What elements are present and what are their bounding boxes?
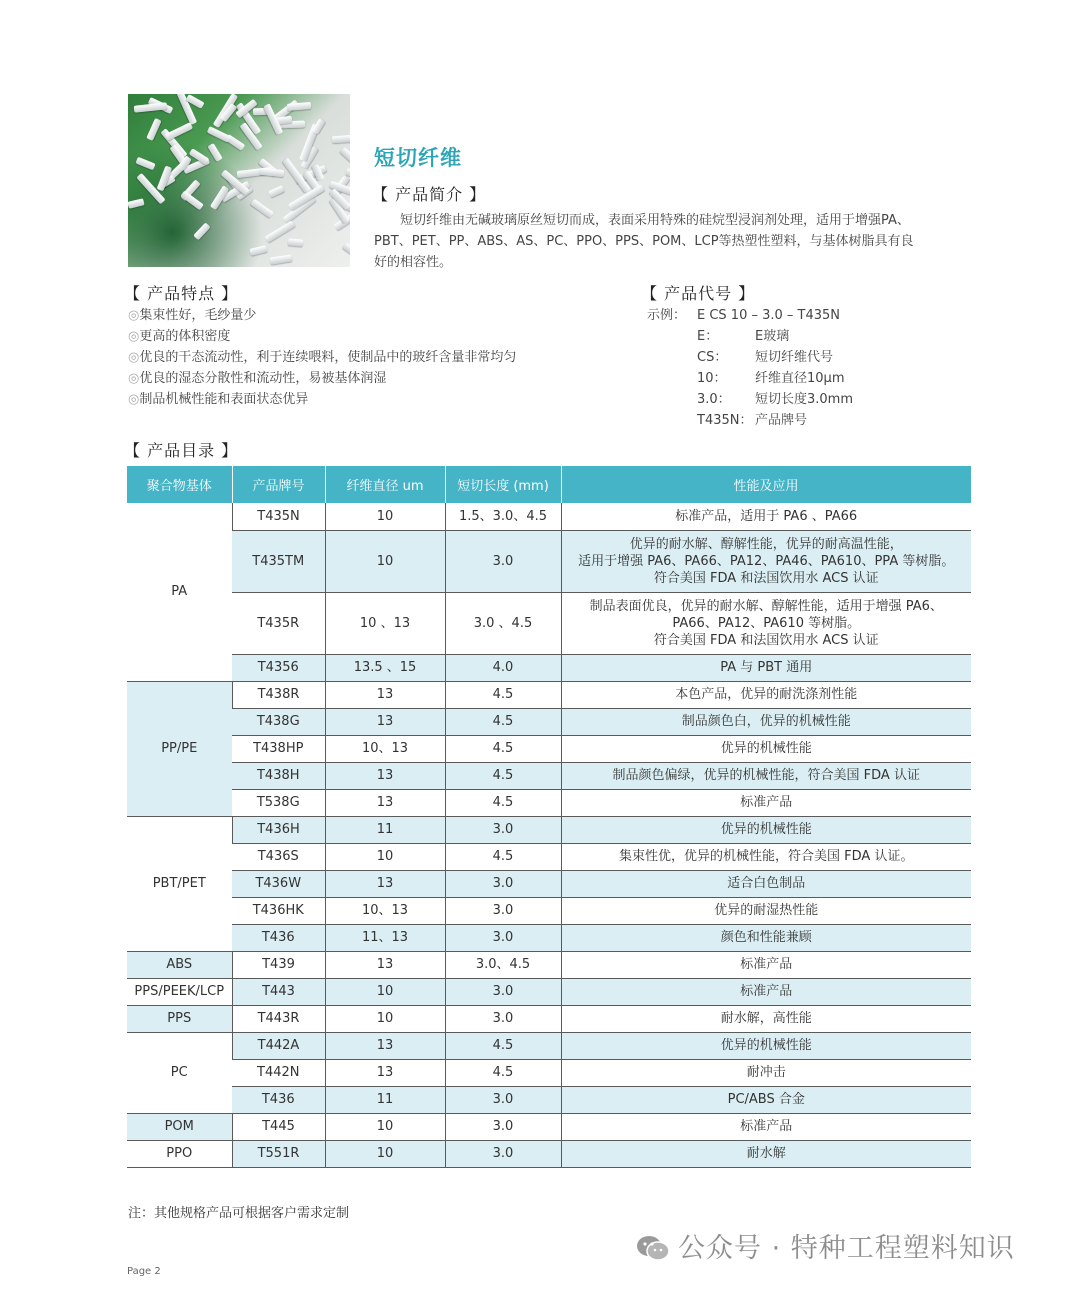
table-row: [127, 503, 971, 530]
bullet-icon: ◎: [128, 329, 140, 344]
grade-cell: T435R: [232, 592, 325, 654]
grade-cell: T442N: [232, 1059, 325, 1086]
application-cell: 优异的耐水解、醇解性能，优异的耐高温性能， 适用于增强 PA6、PA66、PA12、PA46、PA610、PPA 等树脂。 符合美国 FDA 和法国饮用水 ACS 认证: [561, 530, 971, 592]
bullet-icon: ◎: [128, 392, 140, 407]
product-catalog-table: [127, 466, 972, 1168]
diameter-cell: 10、13: [325, 735, 445, 762]
length-cell: 3.0: [445, 870, 561, 897]
grade-cell: T538G: [232, 789, 325, 816]
code-part-value: 产品牌号: [755, 413, 808, 428]
diameter-cell: 11、13: [325, 924, 445, 951]
grade-cell: T443R: [232, 1005, 325, 1032]
bullet-icon: ◎: [128, 308, 140, 323]
fiber-strand: [207, 142, 222, 161]
diameter-cell: 10、13: [325, 897, 445, 924]
product-title: 短切纤维: [374, 146, 462, 170]
table-row: [127, 843, 971, 870]
polymer-cell: PC: [127, 1032, 232, 1113]
table-row: [127, 789, 971, 816]
application-cell: 标准产品: [561, 978, 971, 1005]
fiber-strand: [146, 118, 161, 141]
length-cell: 3.0: [445, 978, 561, 1005]
polymer-cell: ABS: [127, 951, 232, 978]
fiber-strand: [193, 223, 210, 241]
feature-item: [128, 347, 516, 368]
table-row: [127, 924, 971, 951]
table-row: [127, 1005, 971, 1032]
watermark-text: 公众号 · 特种工程塑料知识: [678, 1233, 1015, 1264]
chopped-fiber-photo: [128, 94, 350, 267]
application-cell: 标准产品，适用于 PA6 、PA66: [561, 503, 971, 530]
code-part-key: E：: [697, 329, 719, 344]
grade-cell: T439: [232, 951, 325, 978]
bullet-icon: ◎: [128, 350, 140, 365]
application-cell: 颜色和性能兼顾: [561, 924, 971, 951]
application-cell: 制品颜色偏绿，优异的机械性能，符合美国 FDA 认证: [561, 762, 971, 789]
code-part-key: 10：: [697, 371, 727, 386]
length-cell: 4.5: [445, 843, 561, 870]
table-row: [127, 592, 971, 654]
length-cell: 3.0: [445, 1140, 561, 1167]
code-part-value: 纤维直径10μm: [755, 371, 845, 386]
intro-line: 好的相容性。: [374, 255, 453, 270]
length-cell: 3.0、4.5: [445, 951, 561, 978]
length-cell: 1.5、3.0、4.5: [445, 503, 561, 530]
diameter-cell: 10: [325, 978, 445, 1005]
table-row: [127, 1113, 971, 1140]
application-cell: 标准产品: [561, 951, 971, 978]
grade-cell: T442A: [232, 1032, 325, 1059]
grade-cell: T436H: [232, 816, 325, 843]
table-row: [127, 762, 971, 789]
fiber-strand: [287, 102, 311, 111]
feature-item: [128, 326, 516, 347]
polymer-cell: PA: [127, 503, 232, 681]
length-cell: 3.0: [445, 1086, 561, 1113]
grade-cell: T551R: [232, 1140, 325, 1167]
fiber-strand: [288, 238, 303, 246]
diameter-cell: 13: [325, 1059, 445, 1086]
length-cell: 4.5: [445, 789, 561, 816]
length-cell: 4.5: [445, 762, 561, 789]
feature-text: 更高的体积密度: [139, 329, 231, 344]
length-cell: 3.0: [445, 924, 561, 951]
diameter-cell: 13.5 、15: [325, 654, 445, 681]
table-row: [127, 951, 971, 978]
feature-text: 制品机械性能和表面状态优异: [139, 392, 309, 407]
grade-cell: T438H: [232, 762, 325, 789]
grade-cell: T436S: [232, 843, 325, 870]
table-row: [127, 681, 971, 708]
polymer-cell: PPS: [127, 1005, 232, 1032]
length-cell: 3.0: [445, 897, 561, 924]
polymer-cell: PP/PE: [127, 681, 232, 816]
application-cell: 优异的机械性能: [561, 735, 971, 762]
fiber-strand: [342, 242, 350, 267]
table-row: [127, 530, 971, 592]
application-cell: PA 与 PBT 通用: [561, 654, 971, 681]
fiber-strand: [270, 255, 293, 265]
code-part-value: E玻璃: [755, 329, 790, 344]
code-heading: 【 产品代号 】: [641, 284, 756, 303]
polymer-cell: PPO: [127, 1140, 232, 1167]
application-cell: 制品表面优良，优异的耐水解、醇解性能，适用于增强 PA6、 PA66、PA12、PA610 等树脂。 符合美国 FDA 和法国饮用水 ACS 认证: [561, 592, 971, 654]
application-cell: 耐水解: [561, 1140, 971, 1167]
table-row: [127, 1032, 971, 1059]
diameter-cell: 13: [325, 681, 445, 708]
fiber-strand: [165, 122, 193, 140]
diameter-cell: 11: [325, 816, 445, 843]
table-header-row: [127, 466, 971, 503]
code-part-value: 短切纤维代号: [755, 350, 834, 365]
polymer-cell: PPS/PEEK/LCP: [127, 978, 232, 1005]
length-cell: 3.0: [445, 530, 561, 592]
grade-cell: T436: [232, 924, 325, 951]
grade-cell: T443: [232, 978, 325, 1005]
diameter-cell: 10: [325, 843, 445, 870]
table-row: [127, 1086, 971, 1113]
diameter-cell: 13: [325, 762, 445, 789]
feature-text: 优良的干态流动性，利于连续喂料，使制品中的玻纤含量非常均匀: [139, 350, 517, 365]
application-cell: 适合白色制品: [561, 870, 971, 897]
fiber-strand: [134, 103, 168, 114]
page-number: Page 2: [127, 1266, 161, 1277]
feature-text: 集束性好，毛纱量少: [139, 308, 257, 323]
intro-line: PBT、PET、PP、ABS、AS、PC、PPO、PPS、POM、LCP等热塑性塑料，与基体树脂具有良: [374, 234, 914, 249]
diameter-cell: 13: [325, 870, 445, 897]
feature-text: 优良的湿态分散性和流动性，易被基体润湿: [139, 371, 387, 386]
table-row: [127, 978, 971, 1005]
length-cell: 4.5: [445, 708, 561, 735]
diameter-cell: 10: [325, 503, 445, 530]
table-row: [127, 816, 971, 843]
grade-cell: T438G: [232, 708, 325, 735]
bullet-icon: ◎: [128, 371, 140, 386]
fiber-strand: [332, 133, 350, 143]
diameter-cell: 10: [325, 1005, 445, 1032]
length-cell: 4.5: [445, 681, 561, 708]
application-cell: PC/ABS 合金: [561, 1086, 971, 1113]
watermark: [636, 1226, 1015, 1265]
wechat-icon: [636, 1235, 670, 1261]
col-header-grade: 产品牌号: [232, 466, 325, 503]
application-cell: 制品颜色白，优异的机械性能: [561, 708, 971, 735]
length-cell: 4.5: [445, 1032, 561, 1059]
fiber-strand: [128, 198, 145, 209]
table-row: [127, 735, 971, 762]
feature-item: [128, 368, 516, 389]
col-header-polymer: 聚合物基体: [127, 466, 232, 503]
length-cell: 4.5: [445, 1059, 561, 1086]
footnote: 注：其他规格产品可根据客户需求定制: [128, 1206, 350, 1221]
table-row: [127, 1059, 971, 1086]
features-list: [128, 305, 516, 410]
code-part-key: T435N：: [697, 413, 753, 428]
length-cell: 4.5: [445, 735, 561, 762]
table-row: [127, 654, 971, 681]
diameter-cell: 11: [325, 1086, 445, 1113]
table-row: [127, 897, 971, 924]
diameter-cell: 10: [325, 1113, 445, 1140]
product-intro: [374, 210, 974, 273]
application-cell: 耐水解，高性能: [561, 1005, 971, 1032]
grade-cell: T438R: [232, 681, 325, 708]
example-value: E CS 10 – 3.0 – T435N: [697, 308, 841, 323]
polymer-cell: POM: [127, 1113, 232, 1140]
grade-cell: T436: [232, 1086, 325, 1113]
grade-cell: T435N: [232, 503, 325, 530]
feature-item: [128, 389, 516, 410]
application-cell: 集束性优，优异的机械性能，符合美国 FDA 认证。: [561, 843, 971, 870]
application-cell: 优异的机械性能: [561, 816, 971, 843]
application-cell: 标准产品: [561, 789, 971, 816]
diameter-cell: 13: [325, 1032, 445, 1059]
length-cell: 3.0: [445, 1005, 561, 1032]
intro-line: 短切纤维由无碱玻璃原丝短切而成，表面采用特殊的硅烷型浸润剂处理，适用于增强PA、: [374, 213, 910, 228]
feature-item: [128, 305, 516, 326]
length-cell: 3.0: [445, 816, 561, 843]
length-cell: 3.0 、4.5: [445, 592, 561, 654]
diameter-cell: 13: [325, 951, 445, 978]
application-cell: 优异的耐湿热性能: [561, 897, 971, 924]
fiber-strand: [268, 186, 284, 198]
polymer-cell: PBT/PET: [127, 816, 232, 951]
intro-heading: 【 产品简介 】: [372, 185, 487, 204]
grade-cell: T436HK: [232, 897, 325, 924]
fiber-strand: [260, 168, 284, 177]
application-cell: 本色产品，优异的耐洗涤剂性能: [561, 681, 971, 708]
application-cell: 标准产品: [561, 1113, 971, 1140]
grade-cell: T4356: [232, 654, 325, 681]
fiber-strand: [311, 118, 325, 134]
length-cell: 3.0: [445, 1113, 561, 1140]
diameter-cell: 10 、13: [325, 592, 445, 654]
application-cell: 耐冲击: [561, 1059, 971, 1086]
example-label: 示例：: [647, 308, 687, 323]
catalog-heading: 【 产品目录 】: [124, 441, 239, 460]
table-row: [127, 870, 971, 897]
col-header-diameter: 纤维直径 um: [325, 466, 445, 503]
grade-cell: T436W: [232, 870, 325, 897]
fiber-strand: [250, 199, 274, 219]
code-part-key: CS：: [697, 350, 728, 365]
grade-cell: T435TM: [232, 530, 325, 592]
application-cell: 优异的机械性能: [561, 1032, 971, 1059]
fiber-strand: [249, 245, 267, 256]
fiber-strand: [135, 157, 155, 171]
features-heading: 【 产品特点 】: [124, 284, 239, 303]
length-cell: 4.0: [445, 654, 561, 681]
code-part-key: 3.0：: [697, 392, 731, 407]
fiber-strand: [206, 126, 231, 143]
col-header-length: 短切长度 (mm): [445, 466, 561, 503]
diameter-cell: 10: [325, 1140, 445, 1167]
code-part-value: 短切长度3.0mm: [755, 392, 854, 407]
grade-cell: T445: [232, 1113, 325, 1140]
diameter-cell: 10: [325, 530, 445, 592]
diameter-cell: 13: [325, 708, 445, 735]
table-row: [127, 708, 971, 735]
grade-cell: T438HP: [232, 735, 325, 762]
col-header-application: 性能及应用: [561, 466, 971, 503]
table-row: [127, 1140, 971, 1167]
diameter-cell: 13: [325, 789, 445, 816]
